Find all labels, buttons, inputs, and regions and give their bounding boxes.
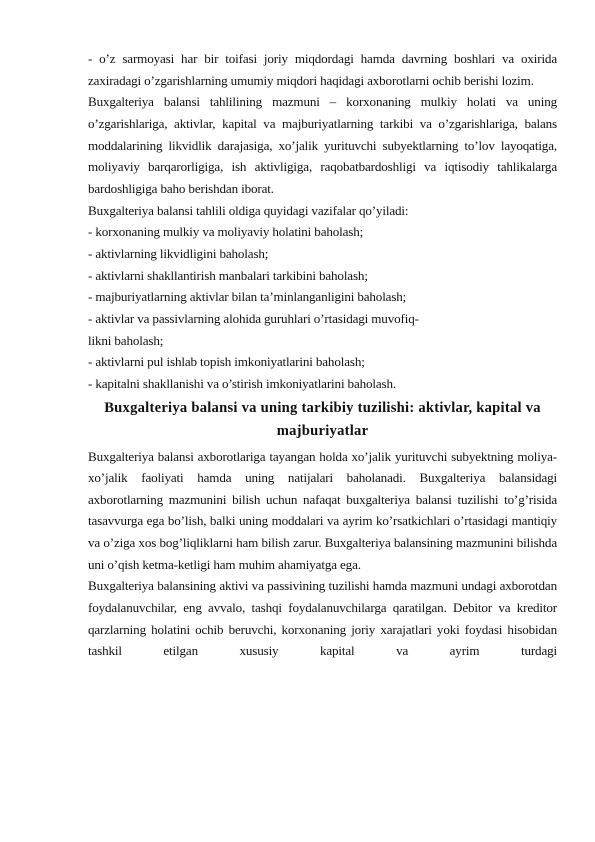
list-item-task-4: - majburiyatlarning aktivlar bilan ta’minlanganligini baholash; <box>88 289 407 305</box>
list-item-task-5-continued: likni baholash; <box>88 332 164 348</box>
paragraph-balance-analysis-content: Buxgalteriya balansi tahlilining mazmuni – korxonaning mulkiy holati va uning o’zgarishlariga, aktivlar, kapital va majburiyatlarning tarkibi va o’zgarishlariga, balans moddalarining likvidlik darajasiga, xo’jalik yurituvchi subyektlarning to’lov layoqatiga, moliyaviy barqarorligiga, ish aktivligiga, raqobatbardoshligi va iqtisodiy tahlikalarga bardoshligiga baho berishdan iborat. <box>88 94 557 196</box>
list-item-task-7: - kapitalni shakllanishi va o’stirish imkoniyatlarini baholash. <box>88 375 397 391</box>
list-item-task-1: - korxonaning mulkiy va moliyaviy holatini baholash; <box>88 224 364 240</box>
document-page <box>88 48 557 662</box>
paragraph-asset-liability-structure: Buxgalteriya balansining aktivi va passivining tuzilishi hamda mazmuni undagi axborotdan foydalanuvchilar, eng avvalo, tashqi foydalanuvchilarga qaratilgan. Debitor va kreditor qarzlarning holatini ochib beruvchi, korxonaning joriy xarajatlari yoki foydasi hisobidan tashkil etilgan xususiy kapital va ayrim turdagi <box>88 578 557 659</box>
list-item-task-3: - aktivlarni shakllantirish manbalari tarkibini baholash; <box>88 267 368 283</box>
paragraph-equity-disclosure: - o’z sarmoyasi har bir toifasi joriy miqdordagi hamda davrning boshlari va oxirida zaxiradagi o’zgarishlarning umumiy miqdori haqidagi axborotlarni ochib berishi lozim. <box>88 51 557 88</box>
list-item-task-6: - aktivlarni pul ishlab topish imkoniyatlarini baholash; <box>88 354 365 370</box>
list-item-task-5: - aktivlar va passivlarning alohida guruhlari o’rtasidagi muvofiq- <box>88 310 419 326</box>
paragraph-balance-information: Buxgalteriya balansi axborotlariga tayangan holda xo’jalik yurituvchi subyektning moliya-xo’jalik faoliyati hamda uning natijalari baholanadi. Buxgalteriya balansidagi axborotlarning mazmunini bilish uchun nafaqat buxgalteriya balansi tuzilishi to’g’risida tasavvurga ega bo’lish, balki uning moddalari va ayrim ko’rsatkichlari o’rtasidagi mantiqiy va o’ziga xos bog’liqliklarni ham bilish zarur. Buxgalteriya balansining mazmunini bilishda uni o’qish ketma-ketligi ham muhim ahamiyatga ega. <box>88 448 557 572</box>
section-heading: Buxgalteriya balansi va uning tarkibiy tuzilishi: aktivlar, kapital va majburiyatlar <box>104 399 541 439</box>
paragraph-analysis-tasks-intro: Buxgalteriya balansi tahlili oldiga quyidagi vazifalar qo’yiladi: <box>88 202 409 218</box>
list-item-task-2: - aktivlarning likvidligini baholash; <box>88 245 269 261</box>
